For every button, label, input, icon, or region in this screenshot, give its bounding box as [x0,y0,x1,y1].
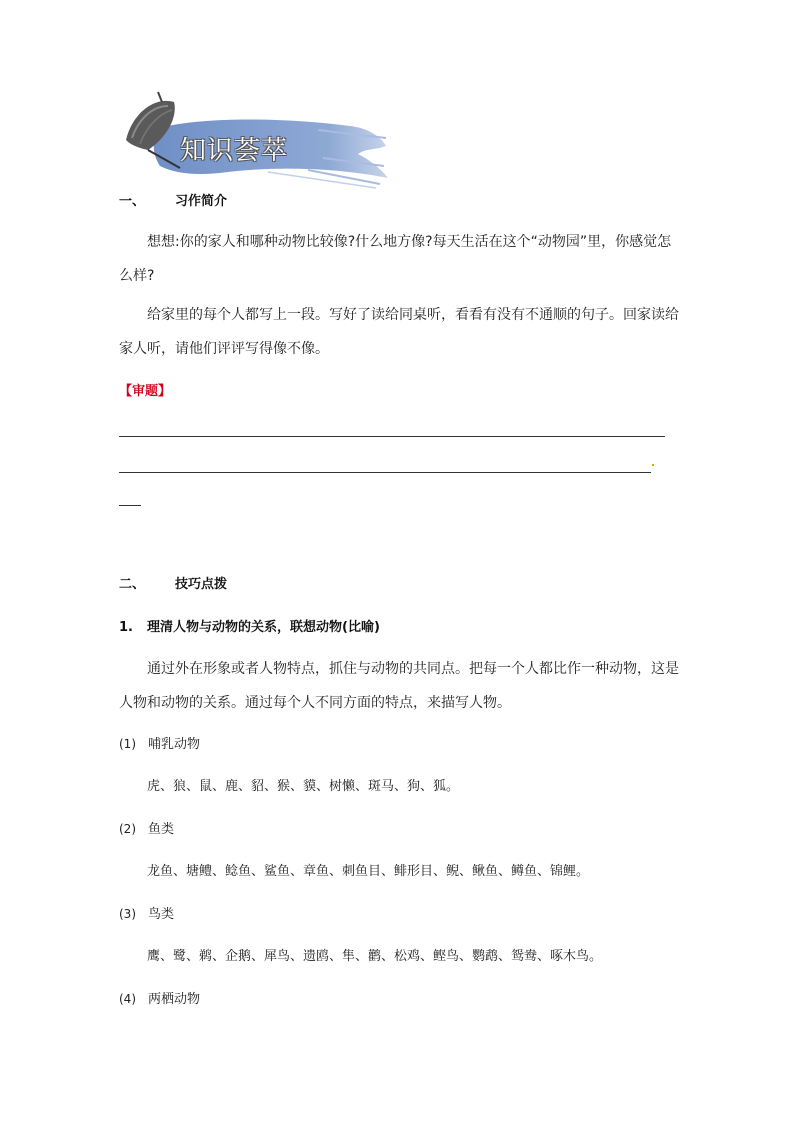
intro-paragraph-2: 给家里的每个人都写上一段。写好了读给同桌听，看看有没有不通顺的句子。回家读给家人听，请他们评评写得像不像。 [119,307,679,357]
category-label-amphibians [119,988,200,1007]
section-heading-intro [119,190,227,209]
category-name: 鱼类 [148,822,175,837]
category-name: 哺乳动物 [148,737,201,752]
section-title: 习作简介 [175,194,228,209]
intro-paragraph-1: 想想:你的家人和哪种动物比较像?什么地方像?每天生活在这个“动物园”里，你感觉怎么样? [119,234,672,284]
point-title: 理清人物与动物的关系，联想动物(比喻) [147,620,380,635]
category-number: (4) [119,992,136,1006]
category-name: 两栖动物 [148,992,201,1007]
category-label-fish [119,818,174,837]
answer-line-3 [119,505,141,506]
category-number: (1) [119,737,136,751]
banner-title: 知识荟萃 [180,136,289,166]
answer-line-1 [119,436,665,437]
stray-mark [652,464,654,466]
section-number: 二、 [119,577,146,592]
section-banner [118,88,390,192]
category-number: (3) [119,907,136,921]
category-animals-mammals: 虎、狼、鼠、鹿、貂、猴、貘、树懒、斑马、狗、狐。 [147,779,460,794]
point-paragraph: 通过外在形象或者人物特点，抓住与动物的共同点。把每一个人都比作一种动物，这是人物和动物的关系。通过每个人不同方面的特点，来描写人物。 [119,661,679,711]
section-number: 一、 [119,194,146,209]
category-name: 鸟类 [148,907,175,922]
category-number: (2) [119,822,136,836]
category-label-birds [119,903,174,922]
category-label-mammals [119,733,200,752]
point-number: 1. [119,620,133,635]
section-heading-tips [119,573,227,592]
category-animals-birds: 鹰、鹭、鹈、企鹅、犀鸟、遗鸥、隼、鹳、松鸡、鲣鸟、鹦鹉、鸳鸯、啄木鸟。 [147,949,603,964]
review-label: 【审题】 [119,384,172,399]
answer-line-2 [119,472,651,473]
category-animals-fish: 龙鱼、塘鳢、鲶鱼、鲨鱼、章鱼、刺鱼目、鲱形目、鲵、鳅鱼、鳟鱼、锦鲤。 [147,864,590,879]
point-heading [119,616,380,635]
section-title: 技巧点拨 [175,577,228,592]
